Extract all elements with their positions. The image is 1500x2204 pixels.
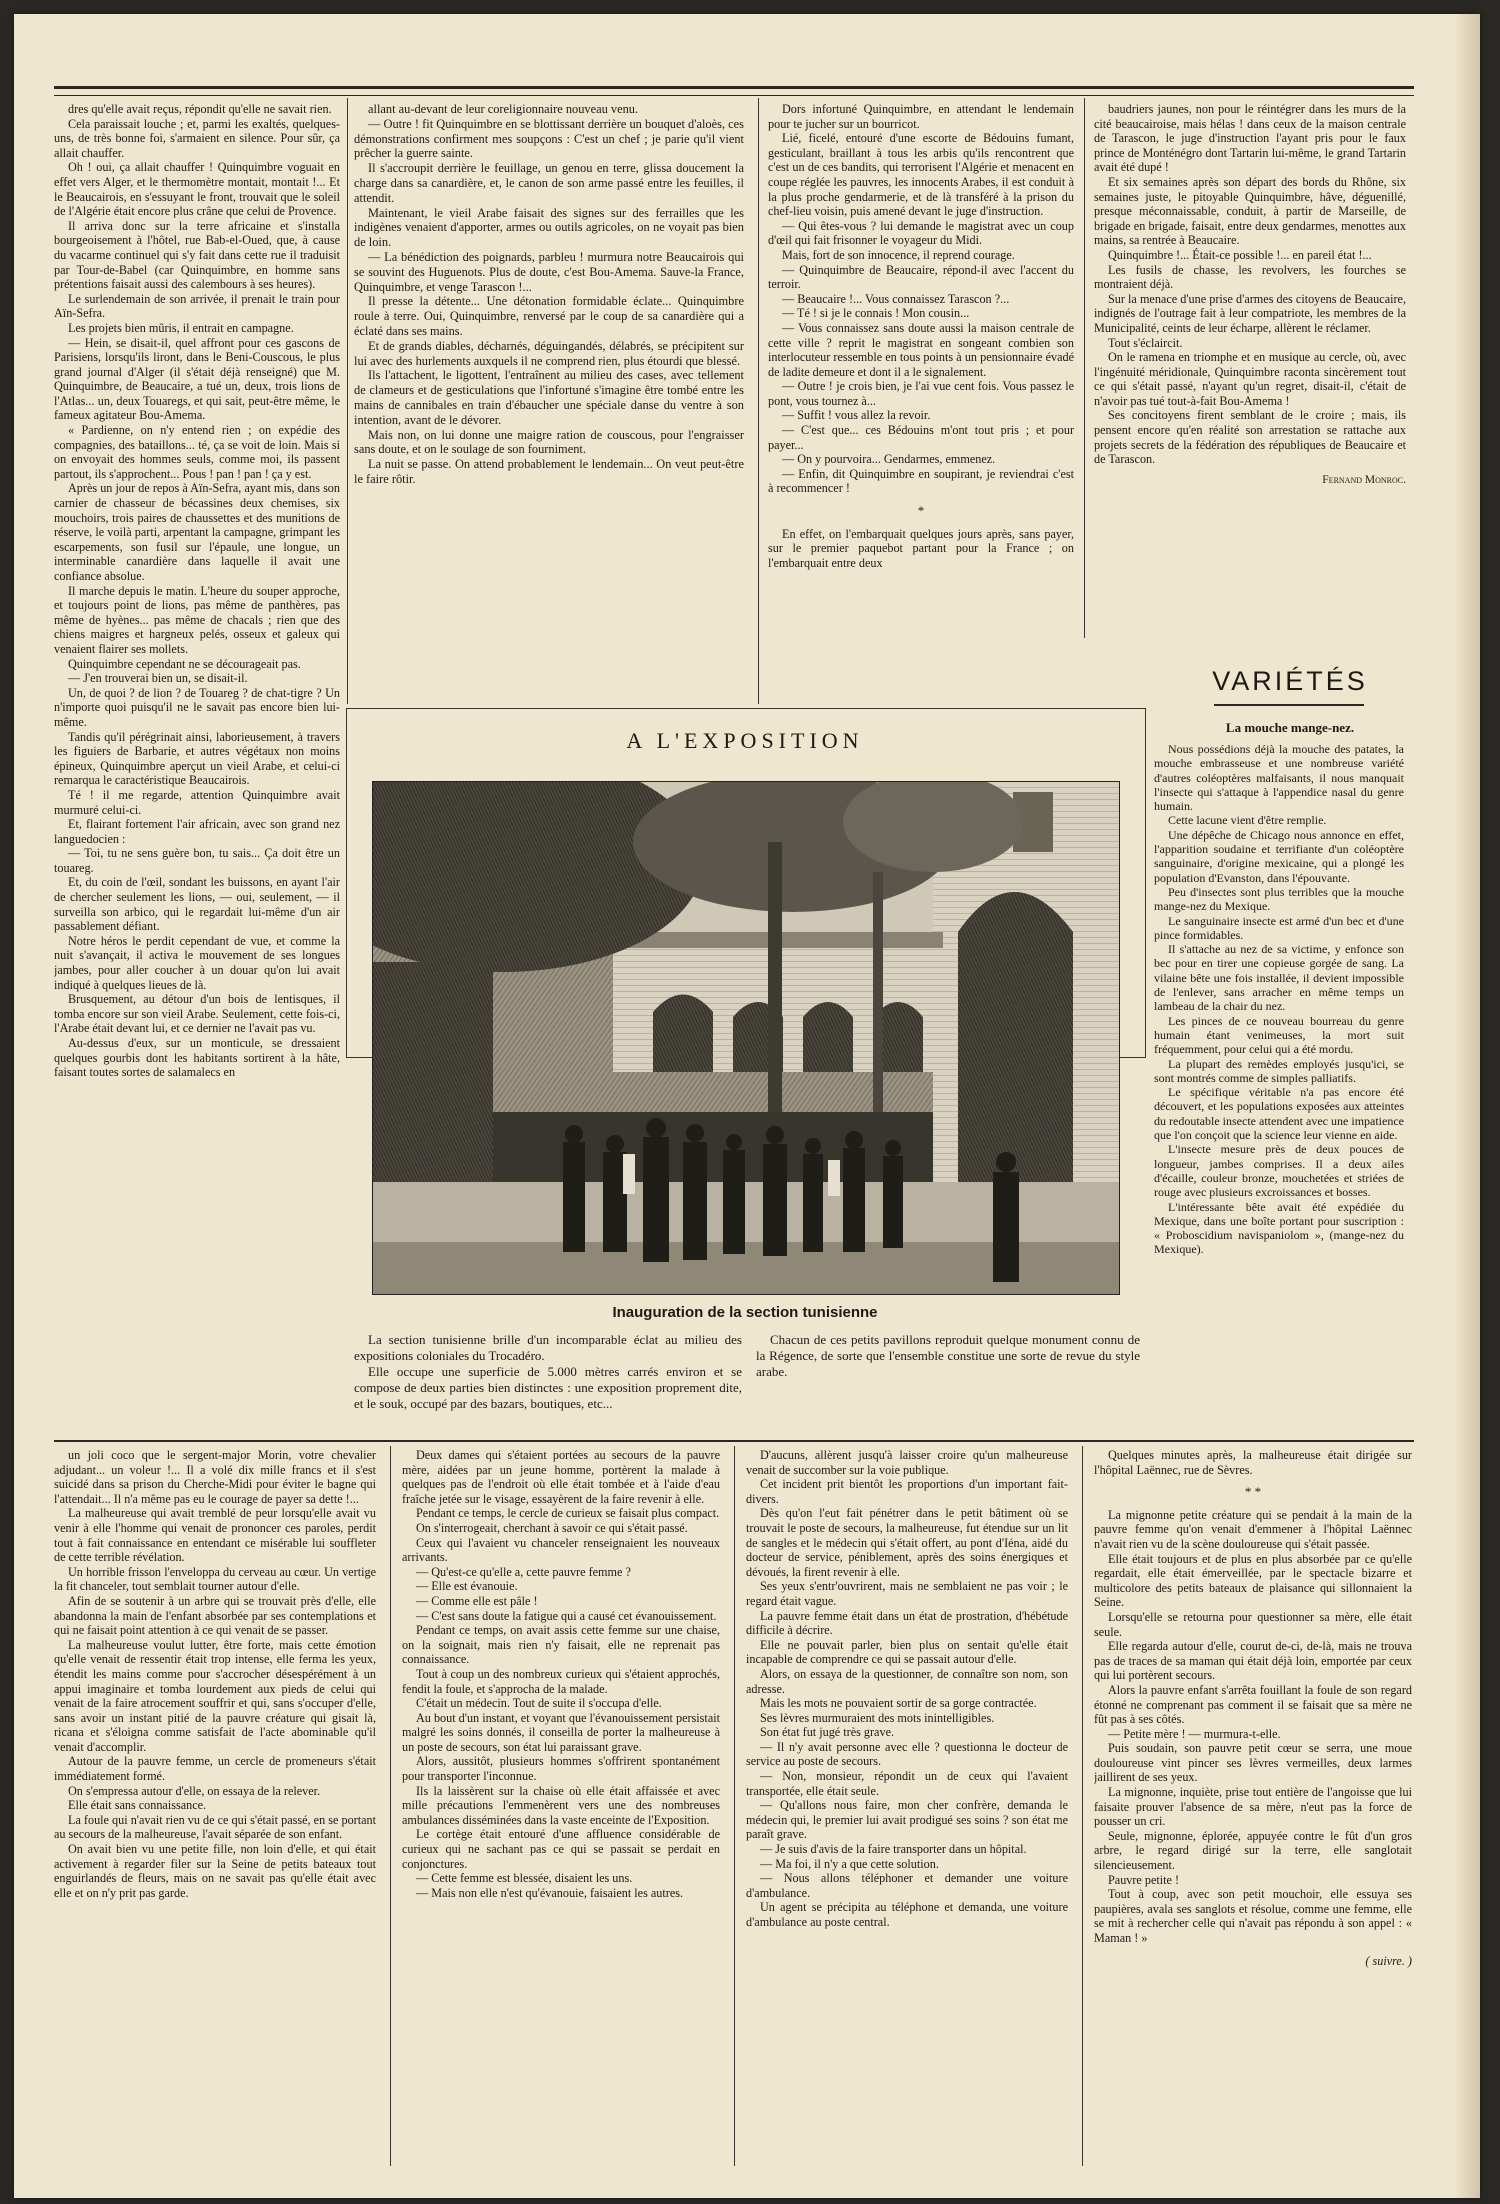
feuilleton-rule — [54, 1440, 1414, 1442]
paragraph: — Qu'est-ce qu'elle a, cette pauvre femme ? — [416, 1564, 631, 1579]
paragraph: Le sanguinaire insecte est armé d'un bec et d'une pince formidables. — [1154, 913, 1404, 942]
paragraph: — Suffit ! vous allez la revoir. — [782, 408, 931, 423]
paragraph: — Mais non elle n'est qu'évanouie, faisaient les autres. — [416, 1885, 684, 1900]
paragraph: Dors infortuné Quinquimbre, en attendant le lendemain pour te jucher sur un bourricot. — [768, 102, 1074, 131]
paragraph: Les pinces de ce nouveau bourreau du genre humain étant venimeuses, la mort suit fréquemment, pour celui qui a été mordu. — [1154, 1013, 1404, 1057]
paragraph: Seule, mignonne, éplorée, appuyée contre le fût d'un gros arbre, le regard dirigé sur la terre, elle sanglotait silencieusement. — [1094, 1828, 1412, 1873]
paragraph: On s'empressa autour d'elle, on essaya de la relever. — [68, 1783, 321, 1798]
exposition-engraving — [372, 781, 1120, 1295]
paragraph: — Vous connaissez sans doute aussi la maison centrale de cette ville ? reprit le magistrat en songeant combien son interlocuteur ressemble en tous points à un pensionnaire évadé de ladite demeure et dont il a le signalement. — [768, 320, 1074, 379]
paragraph: C'était un médecin. Tout de suite il s'occupa d'elle. — [416, 1696, 662, 1711]
paragraph: — C'est sans doute la fatigue qui a causé cet évanouissement. — [416, 1608, 717, 1623]
paragraph: Sur la menace d'une prise d'armes des citoyens de Beaucaire, indignés de l'outrage fait à leur compatriote, les membres de la Municipalité, ceints de leur écharpe, allèrent le réclamer. — [1094, 291, 1406, 335]
paragraph: La malheureuse voulut lutter, être forte, mais cette émotion qu'elle venait de ressentir était trop intense, elle ferma les yeux, étendit les mains comme pour s'accrocher désespérément à un appui imaginaire et tomba lourdement aux pieds de celui qui venait de la faire atrocement souffrir et qui, sans s'occuper d'elle, sans avoir un instant pitié de la pauvre créature qui gisait là, ricana et s'éloigna comme satisfait de l'acte abominable qu'il venait d'accomplir. — [54, 1637, 376, 1754]
varietes-rule — [1214, 704, 1364, 706]
paragraph: Le spécifique véritable n'a pas encore été découvert, et les populations exposées aux atteintes du redoutable insecte attendent avec une impatience que l'on conçoit que la science leur vienne en aide. — [1154, 1085, 1404, 1143]
paragraph: Peu d'insectes sont plus terribles que la mouche mange-nez du Mexique. — [1154, 884, 1404, 914]
paragraph: La mignonne petite créature qui se pendait à la main de la pauvre femme qu'on venait d'emmener à l'hôpital Laënnec n'avait rien vu de la scène douloureuse qui s'était passée. — [1094, 1507, 1412, 1551]
paragraph: — Cette femme est blessée, disaient les uns. — [416, 1871, 633, 1886]
paragraph: — Non, monsieur, répondit un de ceux qui l'avaient transportée, elle était seule. — [746, 1769, 1068, 1798]
paragraph: La malheureuse qui avait tremblé de peur lorsqu'elle avait vu venir à elle l'homme qui venait de prononcer ces paroles, perdit tout à fait connaissance en entendant ce misérable lui souffleter de cette terrible révélation. — [54, 1506, 376, 1565]
column-divider — [347, 98, 348, 704]
paragraph: Pendant ce temps, on avait assis cette femme sur une chaise, on la soignait, mais rien n'y faisait, elle ne reprenait pas connaissance. — [402, 1623, 720, 1667]
paragraph: — J'en trouverai bien un, se disait-il. — [68, 671, 248, 686]
paragraph: Pendant ce temps, le cercle de curieux se faisait plus compact. — [416, 1506, 720, 1521]
paragraph: Ceux qui l'avaient vu chanceler renseignaient les nouveaux arrivants. — [402, 1535, 720, 1565]
paragraph: Elle était toujours et de plus en plus absorbée par ce qu'elle regardait, elle était émerveillée, par le spectacle bizarre et multicolore des petits bateaux de plaisance qui sillonnaient la Seine. — [1094, 1551, 1412, 1610]
paragraph: Un, de quoi ? de lion ? de Touareg ? de chat-tigre ? Un n'importe quoi puisqu'il ne le savait pas encore bien lui-même. — [54, 685, 340, 729]
paragraph: Ils la laissèrent sur la chaise où elle était affaissée et avec mille précautions l'emmenèrent vers une des nombreuses ambulances disséminées dans la vaste enceinte de l'Exposition. — [402, 1783, 720, 1827]
paragraph: Elle ne pouvait parler, bien plus on sentait qu'elle était incapable de comprendre ce qui se passait autour d'elle. — [746, 1637, 1068, 1667]
paragraph: Lorsqu'elle se retourna pour questionner sa mère, elle était seule. — [1094, 1609, 1412, 1639]
paragraph: — C'est que... ces Bédouins m'ont tout pris ; et pour payer... — [768, 423, 1074, 452]
paragraph: — Qu'allons nous faire, mon cher confrère, demanda le médecin qui, le premier lui avait prodigué ses soins ? son état me paraît grave. — [746, 1798, 1068, 1842]
feuilleton-column-3 — [746, 1448, 1068, 2168]
paragraph: En effet, on l'embarquait quelques jours après, sans payer, sur le premier paquebot partant pour la France ; on l'embarquait entre deux — [768, 526, 1074, 570]
paragraph: un joli coco que le sergent-major Morin, votre chevalier adjudant... un voleur !... Il a volé dix mille francs et il s'est suicidé dans sa prison du Cherche-Midi pour éviter le bagne qui l'attendait... Il n'a même pas eu le courage de payer sa dette !... — [54, 1448, 376, 1506]
paragraph: La section tunisienne brille d'un incomparable éclat au milieu des expositions coloniales du Trocadéro. — [354, 1332, 742, 1363]
paragraph: — Outre ! fit Quinquimbre en se blottissant derrière un bouquet d'aloès, ces démonstrations confirment mes soupçons : C'est un chef ; je parie qu'il vient prêcher la guerre sainte. — [354, 116, 744, 161]
paragraph: Cela paraissait louche ; et, parmi les exaltés, quelques-uns, de très bonne foi, s'armaient en silence. Pour sûr, ça allait chauffer. — [54, 116, 340, 160]
article-column-3 — [768, 102, 1074, 702]
figure-caption: Inauguration de la section tunisienne — [612, 1304, 878, 1321]
paragraph: Ses lèvres murmuraient des mots inintelligibles. — [760, 1710, 995, 1725]
paragraph: La foule qui n'avait rien vu de ce qui s'était passé, en se portant au secours de la malheureuse, l'avait séparée de son enfant. — [54, 1812, 376, 1842]
varietes-column — [1154, 742, 1404, 1332]
paragraph: Quelques minutes après, la malheureuse était dirigée sur l'hôpital Laënnec, rue de Sèvres. — [1094, 1448, 1412, 1477]
paragraph: Elle occupe une superficie de 5.000 mètres carrés environ et se compose de deux parties bien distinctes : une exposition proprement dite, et le souk, occupé par des bazars, boutiques, etc... — [354, 1364, 742, 1411]
paragraph: Tout à coup un des nombreux curieux qui s'étaient approchés, fendit la foule, et s'approcha de la malade. — [402, 1666, 720, 1696]
paragraph: Il presse la détente... Une détonation formidable éclate... Quinquimbre roule à terre. Oui, Quinquimbre, renversé par le coup de sa canardière qui a éclaté dans ses mains. — [354, 294, 744, 338]
paragraph: Quinquimbre !... Était-ce possible !... en pareil état !... — [1108, 247, 1372, 262]
paragraph: — La bénédiction des poignards, parbleu ! murmura notre Beaucairois qui se souvint des Huguenots. Plus de doute, c'est Bou-Amema. Sauve-la France, Quinquimbre, et venge Tarascon !... — [354, 249, 744, 294]
paragraph: — Té ! si je le connais ! Mon cousin... — [782, 306, 970, 321]
paragraph: — Beaucaire !... Vous connaissez Tarascon ?... — [782, 291, 1010, 306]
paragraph: L'intéressante bête avait été expédiée du Mexique, dans une boîte portant pour suscription : « Proboscidium navispaniolom », (mange-nez du Mexique). — [1154, 1199, 1404, 1257]
exposition-text-left — [354, 1332, 742, 1422]
paragraph: — Il n'y avait personne avec elle ? questionna le docteur de service au poste de secours. — [746, 1739, 1068, 1769]
paragraph: — Elle est évanouie. — [416, 1579, 518, 1594]
paragraph: Mais non, on lui donne une maigre ration de couscous, pour l'engraisser sans doute, et on le soulage de son fourniment. — [354, 427, 744, 457]
column-divider — [1082, 1446, 1083, 2166]
paragraph: Oh ! oui, ça allait chauffer ! Quinquimbre voguait en effet vers Alger, et le thermomètre montait, montait !... Et le Beaucairois, en s'essuyant le front, trouvait que le soleil de l'Algérie était encore plus crâne que celui de Provence. — [54, 160, 340, 219]
varietes-subheading: La mouche mange-nez. — [1225, 720, 1355, 735]
feuilleton-column-4 — [1094, 1448, 1412, 2168]
paragraph: La pauvre femme était dans un état de prostration, d'hébétude difficile à décrire. — [746, 1608, 1068, 1638]
paragraph: Mais les mots ne pouvaient sortir de sa gorge contractée. — [760, 1696, 1037, 1711]
paragraph: — Toi, tu ne sens guère bon, tu sais... Ça doit être un touareg. — [54, 846, 340, 875]
paragraph: baudriers jaunes, non pour le réintégrer dans les murs de la cité beaucairoise, mais hélas ! dans ceux de la maison centrale de Tarascon, le juge d'instruction l'ayant pris pour le faux prince de Monténégro dont Tartarin lui-même, le grand Tartarin avait été dupé ! — [1094, 102, 1406, 175]
paragraph: Deux dames qui s'étaient portées au secours de la pauvre mère, aidées par un jeune homme, portèrent la malade à quelques pas de l'endroit où elle était tombée et à l'aide d'eau fraîche jetée sur le visage, essayèrent de la faire revenir à elle. — [402, 1448, 720, 1506]
article-column-1 — [54, 102, 340, 1330]
paragraph: Afin de se soutenir à un arbre qui se trouvait près d'elle, elle abandonna la main de l'enfant absorbée par ses contemplations et qui ne faisait point attention à ce qui venait de se passer. — [54, 1593, 376, 1638]
paragraph: Cette lacune vient d'être remplie. — [1168, 813, 1327, 828]
paragraph: Elle regarda autour d'elle, courut de-ci, de-là, mais ne trouva pas de traces de sa maman qui était déjà loin, emportée par ceux qui lui portèrent secours. — [1094, 1639, 1412, 1683]
paragraph: Lié, ficelé, entouré d'une escorte de Bédouins fumant, gesticulant, braillant à tous les arbis qu'ils rencontrent que c'est un de ces bandits, qui terrorisent l'Algérie et menacent en coupe réglée les pauvres, les innocents Arabes, il est conduit à la plus proche gendarmerie, et de là transféré à la prison du chef-lieu voisin, puis amené devant le juge d'instruction. — [768, 131, 1074, 219]
paragraph: On s'interrogeait, cherchant à savoir ce qui s'était passé. — [416, 1520, 688, 1535]
column-divider — [1084, 98, 1085, 638]
paragraph: La mignonne, inquiète, prise tout entière de l'angoisse que lui faisaite prouver l'absence de sa mère, n'eut pas la force de pousser un cri. — [1094, 1785, 1412, 1829]
paragraph: Puis soudain, son pauvre petit cœur se serra, une moue douloureuse vint pincer ses lèvres vermeilles, deux larmes jaillirent de ses yeux. — [1094, 1741, 1412, 1785]
paragraph: Le surlendemain de son arrivée, il prenait le train pour Aïn-Sefra. — [54, 291, 340, 321]
paragraph: La plupart des remèdes employés jusqu'ici, se sont montrés comme de simples palliatifs. — [1154, 1056, 1404, 1085]
paragraph: dres qu'elle avait reçus, répondit qu'elle ne savait rien. — [68, 102, 332, 116]
paragraph: Après un jour de repos à Aïn-Sefra, ayant mis, dans son carnier de chasseur de bécassines deux chemises, six mouchoirs, trois paires de chaussettes et des munitions de réserve, le voilà parti, arpentant la campagne, grimpant les escarpements, son fusil sur l'épaule, une longue, un interminable canardière dans laquelle il avait une confiance absolue. — [54, 481, 340, 583]
column-divider — [734, 1446, 735, 2166]
paragraph: Au bout d'un instant, et voyant que l'évanouissement persistait malgré les soins donnés, il conseilla de porter la malheureuse à un poste de secours, son état lui paraissant grave. — [402, 1710, 720, 1754]
paragraph: Alors la pauvre enfant s'arrêta fouillant la foule de son regard étonné ne comprenant pas comment il se faisait que sa mère ne fût pas à ses côtés. — [1094, 1682, 1412, 1727]
paragraph: Chacun de ces petits pavillons reproduit quelque monument connu de la Régence, de sorte que l'ensemble constitue une sorte de revue du style arabe. — [756, 1332, 1140, 1379]
paragraph: Tout à coup, avec son petit mouchoir, elle essuya ses paupières, avala ses sanglots et résolue, comme une femme, elle se mit à rechercher celle qui n'avait pas répondu à son appel : « Maman ! » — [1094, 1887, 1412, 1945]
paragraph: — Je suis d'avis de la faire transporter dans un hôpital. — [760, 1842, 1027, 1857]
paragraph: D'aucuns, allèrent jusqu'à laisser croire qu'un malheureuse venait de succomber sur la voie publique. — [746, 1448, 1068, 1477]
paragraph: Tout s'éclaircit. — [1108, 335, 1183, 350]
paragraph: Autour de la pauvre femme, un cercle de promeneurs s'était immédiatement formé. — [54, 1754, 376, 1784]
paragraph: * * — [1244, 1484, 1262, 1500]
paragraph: Pauvre petite ! — [1108, 1872, 1180, 1887]
paragraph: — Petite mère ! — murmura-t-elle. — [1108, 1726, 1281, 1741]
paragraph: Et de grands diables, décharnés, déguingandés, délabrés, se précipitent sur lui avec des hurlements auxquels il ne comprend rien, plus étourdi que blessé. — [354, 338, 744, 368]
paragraph: Dès qu'on l'eut fait pénétrer dans le petit bâtiment où se trouvait le poste de secours, la malheureuse, fut étendue sur un lit de sangles et le médecin qui s'était offert, au pont d'Iéna, aidé du docteur de service, péniblement, après des soins énergiques et dévoués, la firent revenir à elle. — [746, 1506, 1068, 1579]
figure-title: A L'EXPOSITION — [626, 728, 864, 753]
article-column-4 — [1094, 102, 1406, 630]
paragraph: On le ramena en triomphe et en musique au cercle, où, avec l'ingénuité méridionale, Quinquimbre raconta sincèrement tout ce qui s'était passé, n'ayant qu'un regret, disait-il, c'était de n'avoir pas tué tout-à-fait Bou-Amema ! — [1094, 350, 1406, 408]
paragraph: Ses concitoyens firent semblant de le croire ; mais, ils pensent encore qu'en réalité son arrestation se rattache aux projets secrets de la fédération des républiques de Beaucaire et de Tarascon. — [1094, 408, 1406, 467]
paragraph: Les fusils de chasse, les revolvers, les fourches se montraient déjà. — [1094, 262, 1406, 292]
paragraph: — Qui êtes-vous ? lui demande le magistrat avec un coup d'œil qui fait frisonner le voyageur du Midi. — [768, 218, 1074, 248]
paragraph: — On y pourvoira... Gendarmes, emmenez. — [782, 452, 996, 467]
paragraph: Et, du coin de l'œil, sondant les buissons, en ayant l'air de chercher seulement les lions, — oui, seulement, — il surveilla son arbico, qui le regardait lui-même d'un air passablement défiant. — [54, 875, 340, 934]
paragraph: — Nous allons téléphoner et demander une voiture d'ambulance. — [746, 1871, 1068, 1900]
paragraph: Il s'accroupit derrière le feuillage, un genou en terre, glissa doucement la charge dans sa canardière, et, le canon de son arme passé entre les feuilles, il attendit. — [354, 161, 744, 205]
paragraph: — Comme elle est pâle ! — [416, 1593, 538, 1608]
paragraph: Mais, fort de son innocence, il reprend courage. — [782, 247, 1015, 262]
paragraph: Tandis qu'il pérégrinait ainsi, laborieusement, à travers les figuiers de Barbarie, et autres végétaux non moins épineux, Quinquimbre aperçut un vieil Arabe, et celui-ci remarqua le caractéristique Beaucairois. — [54, 729, 340, 788]
paragraph: Les projets bien mûris, il entrait en campagne. — [68, 320, 294, 335]
paragraph: Et, flairant fortement l'air africain, avec son grand nez languedocien : — [54, 817, 340, 846]
paragraph: Il s'attache au nez de sa victime, y enfonce son bec pour en tirer une copieuse gorgée de sang. La vilaine bête une fois installée, il devient impossible de l'enlever, sans arracher en même temps un lambeau de la chair du nez. — [1154, 942, 1404, 1014]
author-signature: Fernand Monroc. — [1322, 473, 1406, 486]
exposition-text-right — [756, 1332, 1140, 1422]
paragraph: * — [917, 503, 925, 519]
header-rule — [54, 86, 1414, 96]
article-column-2 — [354, 102, 744, 702]
feuilleton-column-2 — [402, 1448, 720, 2168]
paragraph: Nous possédions déjà la mouche des patates, la mouche embrasseuse et une nombreuse variété d'autres coléoptères malfaisants, il nous manquait l'insecte qui s'attaque à l'appendice nasal du genre humain. — [1154, 742, 1404, 814]
varietes-heading: VARIÉTÉS — [1212, 666, 1368, 696]
paragraph: Il marche depuis le matin. L'heure du souper approche, et toujours point de lions, pas même de panthères, pas même de hyènes... pas même de chacals ; rien que des chiens maigres et hargneux pelés, osseux et galeux qui venaient flairer ses mollets. — [54, 583, 340, 656]
column-divider — [390, 1446, 391, 2166]
paragraph: Ils l'attachent, le ligottent, l'entraînent au milieu des cases, avec tellement de clameurs et de gesticulations que l'infortuné s'imagine être tombé entre les mains de cannibales en train d'ébaucher une spéciale danse du ventre à son intention, avant de le dévorer. — [354, 368, 744, 427]
paragraph: Quinquimbre cependant ne se décourageait pas. — [68, 656, 301, 671]
paragraph: Alors, aussitôt, plusieurs hommes s'offrirent spontanément pour transporter l'inconnue. — [402, 1754, 720, 1784]
feuilleton-column-1 — [54, 1448, 376, 2168]
paragraph: Elle était sans connaissance. — [68, 1798, 207, 1813]
paragraph: Té ! il me regarde, attention Quinquimbre avait murmuré celui-ci. — [54, 787, 340, 817]
paragraph: On avait bien vu une petite fille, non loin d'elle, et qui était activement à regarder filer sur la Seine de petits bateaux tout enguirlandés de fleurs, mais on ne savait pas qu'elle était avec elle et on n'y prit pas garde. — [54, 1842, 376, 1900]
paragraph: — Outre ! je crois bien, je l'ai vue cent fois. Vous passez le pont, vous tournez à... — [768, 379, 1074, 408]
paragraph: Le cortège était entouré d'une affluence considérable de curieux qui ne sachant pas ce qui se passait se perdait en conjonctures. — [402, 1827, 720, 1871]
column-divider — [758, 98, 759, 704]
paragraph: L'insecte mesure près de deux pouces de longueur, jambes comprises. Il a deux ailes d'écaille, couleur bronze, mouchetées et striées de rouge avec plusieurs excroissances et bosses. — [1154, 1142, 1404, 1200]
paragraph: Brusquement, au détour d'un bois de lentisques, il tomba encore sur son vieil Arabe. Seulement, cette fois-ci, l'Arabe était devant lui, et ce dernier ne l'avait pas vu. — [54, 992, 340, 1036]
to-be-continued: ( suivre. ) — [1365, 1953, 1412, 1968]
paragraph: — Hein, se disait-il, quel affront pour ces gascons de Parisiens, lorsqu'ils liront, dans le Beni-Couscous, le plus grand journal d'Alger (il s'était déjà renseigné) que M. Quinquimbre, de Beaucaire, a tué un, deux, trois lions de l'Atlas... un, deux Touaregs, et qui sait, peut-être même, le fameux agitateur Bou-Amema. — [54, 335, 340, 423]
paragraph: Au-dessus d'eux, sur un monticule, se dressaient quelques gourbis dont les habitants sortirent à la hâte, faisant toutes sortes de salamalecs en — [54, 1036, 340, 1080]
paragraph: — Quinquimbre de Beaucaire, répond-il avec l'accent du terroir. — [768, 262, 1074, 292]
paragraph: Et six semaines après son départ des bords du Rhône, six semaines juste, le pitoyable Quinquimbre, hâve, déguenillé, presque méconnaissable, conduit, à partir de Marseille, de brigade en brigade, faisait, entre deux gendarmes, menottes aux mains, sa rentrée à Beaucaire. — [1094, 174, 1406, 248]
paragraph: « Pardienne, on n'y entend rien ; on expédie des compagnies, des bataillons... té, ça se voit de loin. Mais si on envoyait des hommes seuls, comme moi, ils passent partout, ils s'approchent... Pous ! pan ! pan ! ça y est. — [54, 423, 340, 481]
paragraph: Un horrible frisson l'enveloppa du cerveau au cœur. Un vertige la fit chanceler, tout semblait tourner autour d'elle. — [54, 1564, 376, 1594]
paragraph: Un agent se précipita au téléphone et demanda, une voiture d'ambulance au poste central. — [746, 1900, 1068, 1929]
paragraph: Une dépêche de Chicago nous annonce en effet, l'apparition soudaine et terrifiante d'un coléoptère sanguinaire, d'origine mexicaine, qui a plongé les population d'Evanston, dans l'épouvante. — [1154, 827, 1404, 885]
paragraph: — Ma foi, il n'y a que cette solution. — [760, 1856, 939, 1871]
paragraph: Cet incident prit bientôt les proportions d'un important fait-divers. — [746, 1477, 1068, 1506]
paragraph: Notre héros le perdit cependant de vue, et comme la nuit s'avançait, il activa le mouvement de ses longues jambes, pour aller coucher à un douar qu'on lui avait indiqué à quelques lieues de là. — [54, 933, 340, 992]
paragraph: La nuit se passe. On attend probablement le lendemain... On veut peut-être le faire rôtir. — [354, 457, 744, 486]
paragraph: Ses yeux s'entr'ouvrirent, mais ne semblaient ne pas voir ; le regard était vague. — [746, 1579, 1068, 1608]
paragraph: — Enfin, dit Quinquimbre en soupirant, je reviendrai c'est à recommencer ! — [768, 466, 1074, 496]
paragraph: Son état fut jugé très grave. — [760, 1725, 895, 1740]
paragraph: Alors, on essaya de la questionner, de connaître son nom, son adresse. — [746, 1666, 1068, 1696]
paragraph: Il arriva donc sur la terre africaine et s'installa bourgeoisement à l'hôtel, rue Bab-el-Oued, que, à cause du vacarme continuel qui s'y fait dans cette rue il traduisit par Tour-de-Babel (car Quinquimbre, en homme sans prétentions faisait aussi des calembours à ses heures). — [54, 218, 340, 292]
paragraph: Maintenant, le vieil Arabe faisait des signes sur des ferrailles que les indigènes venaient d'apporter, armes ou outils agricoles, on ne voyait pas bien de loin. — [354, 205, 744, 250]
newspaper-page — [14, 14, 1480, 2198]
paragraph: allant au-devant de leur coreligionnaire nouveau venu. — [368, 102, 639, 116]
